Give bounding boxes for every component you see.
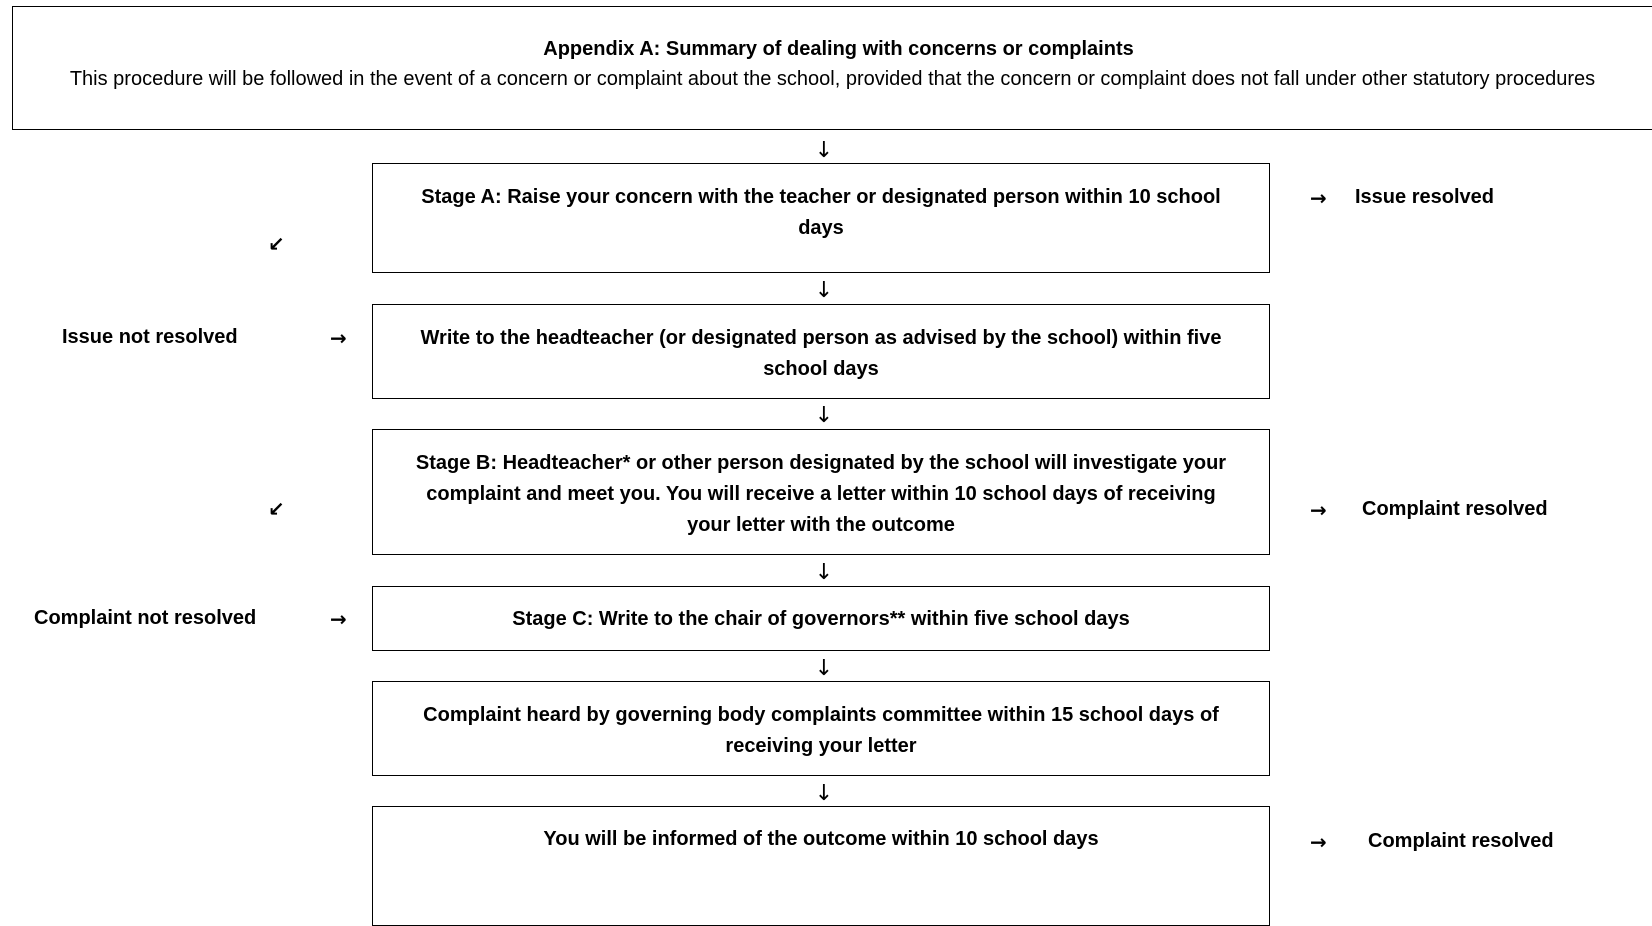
right-arrow-icon: → <box>330 607 347 631</box>
step-stage-c-text: Stage C: Write to the chair of governors** within five school days <box>512 608 1130 630</box>
right-arrow-icon: → <box>330 326 347 350</box>
step-stage-a-text: Stage A: Raise your concern with the teacher or designated person within 10 school days <box>421 186 1221 239</box>
diagonal-arrow-icon: ↙ <box>268 497 285 521</box>
step-write-headteacher-text: Write to the headteacher (or designated person as advised by the school) within five school days <box>420 327 1222 380</box>
down-arrow-icon: ↓ <box>814 138 834 163</box>
down-arrow-icon: ↓ <box>814 781 834 806</box>
step-stage-c <box>372 586 1270 651</box>
step-committee-hearing-text: Complaint heard by governing body complaints committee within 15 school days of receiving your letter <box>423 704 1219 757</box>
diagram-description: This procedure will be followed in the event of a concern or complaint about the school, provided that the concern or complaint does not fall under other statutory procedures <box>69 68 1596 90</box>
step-write-headteacher <box>372 304 1270 399</box>
step-stage-b-text: Stage B: Headteacher* or other person designated by the school will investigate your complaint and meet you. You will receive a letter within 10 school days of receiving your letter with the outcome <box>415 452 1227 536</box>
down-arrow-icon: ↓ <box>814 278 834 303</box>
step-stage-a <box>372 163 1270 273</box>
diagram-title: Appendix A: Summary of dealing with concerns or complaints <box>543 38 1134 60</box>
down-arrow-icon: ↓ <box>814 560 834 585</box>
down-arrow-icon: ↓ <box>814 403 834 428</box>
label-issue-not-resolved: Issue not resolved <box>62 326 238 348</box>
diagonal-arrow-icon: ↙ <box>268 232 285 256</box>
down-arrow-icon: ↓ <box>814 656 834 681</box>
step-committee-hearing <box>372 681 1270 776</box>
right-arrow-icon: → <box>1310 830 1327 854</box>
right-arrow-icon: → <box>1310 498 1327 522</box>
label-complaint-resolved: Complaint resolved <box>1362 498 1548 520</box>
step-outcome <box>372 806 1270 926</box>
label-issue-resolved: Issue resolved <box>1355 186 1494 208</box>
label-complaint-not-resolved: Complaint not resolved <box>34 607 257 629</box>
right-arrow-icon: → <box>1310 186 1327 210</box>
label-complaint-resolved-final: Complaint resolved <box>1368 830 1554 852</box>
step-outcome-text: You will be informed of the outcome within 10 school days <box>543 828 1099 850</box>
header-box <box>12 6 1652 130</box>
step-stage-b <box>372 429 1270 555</box>
